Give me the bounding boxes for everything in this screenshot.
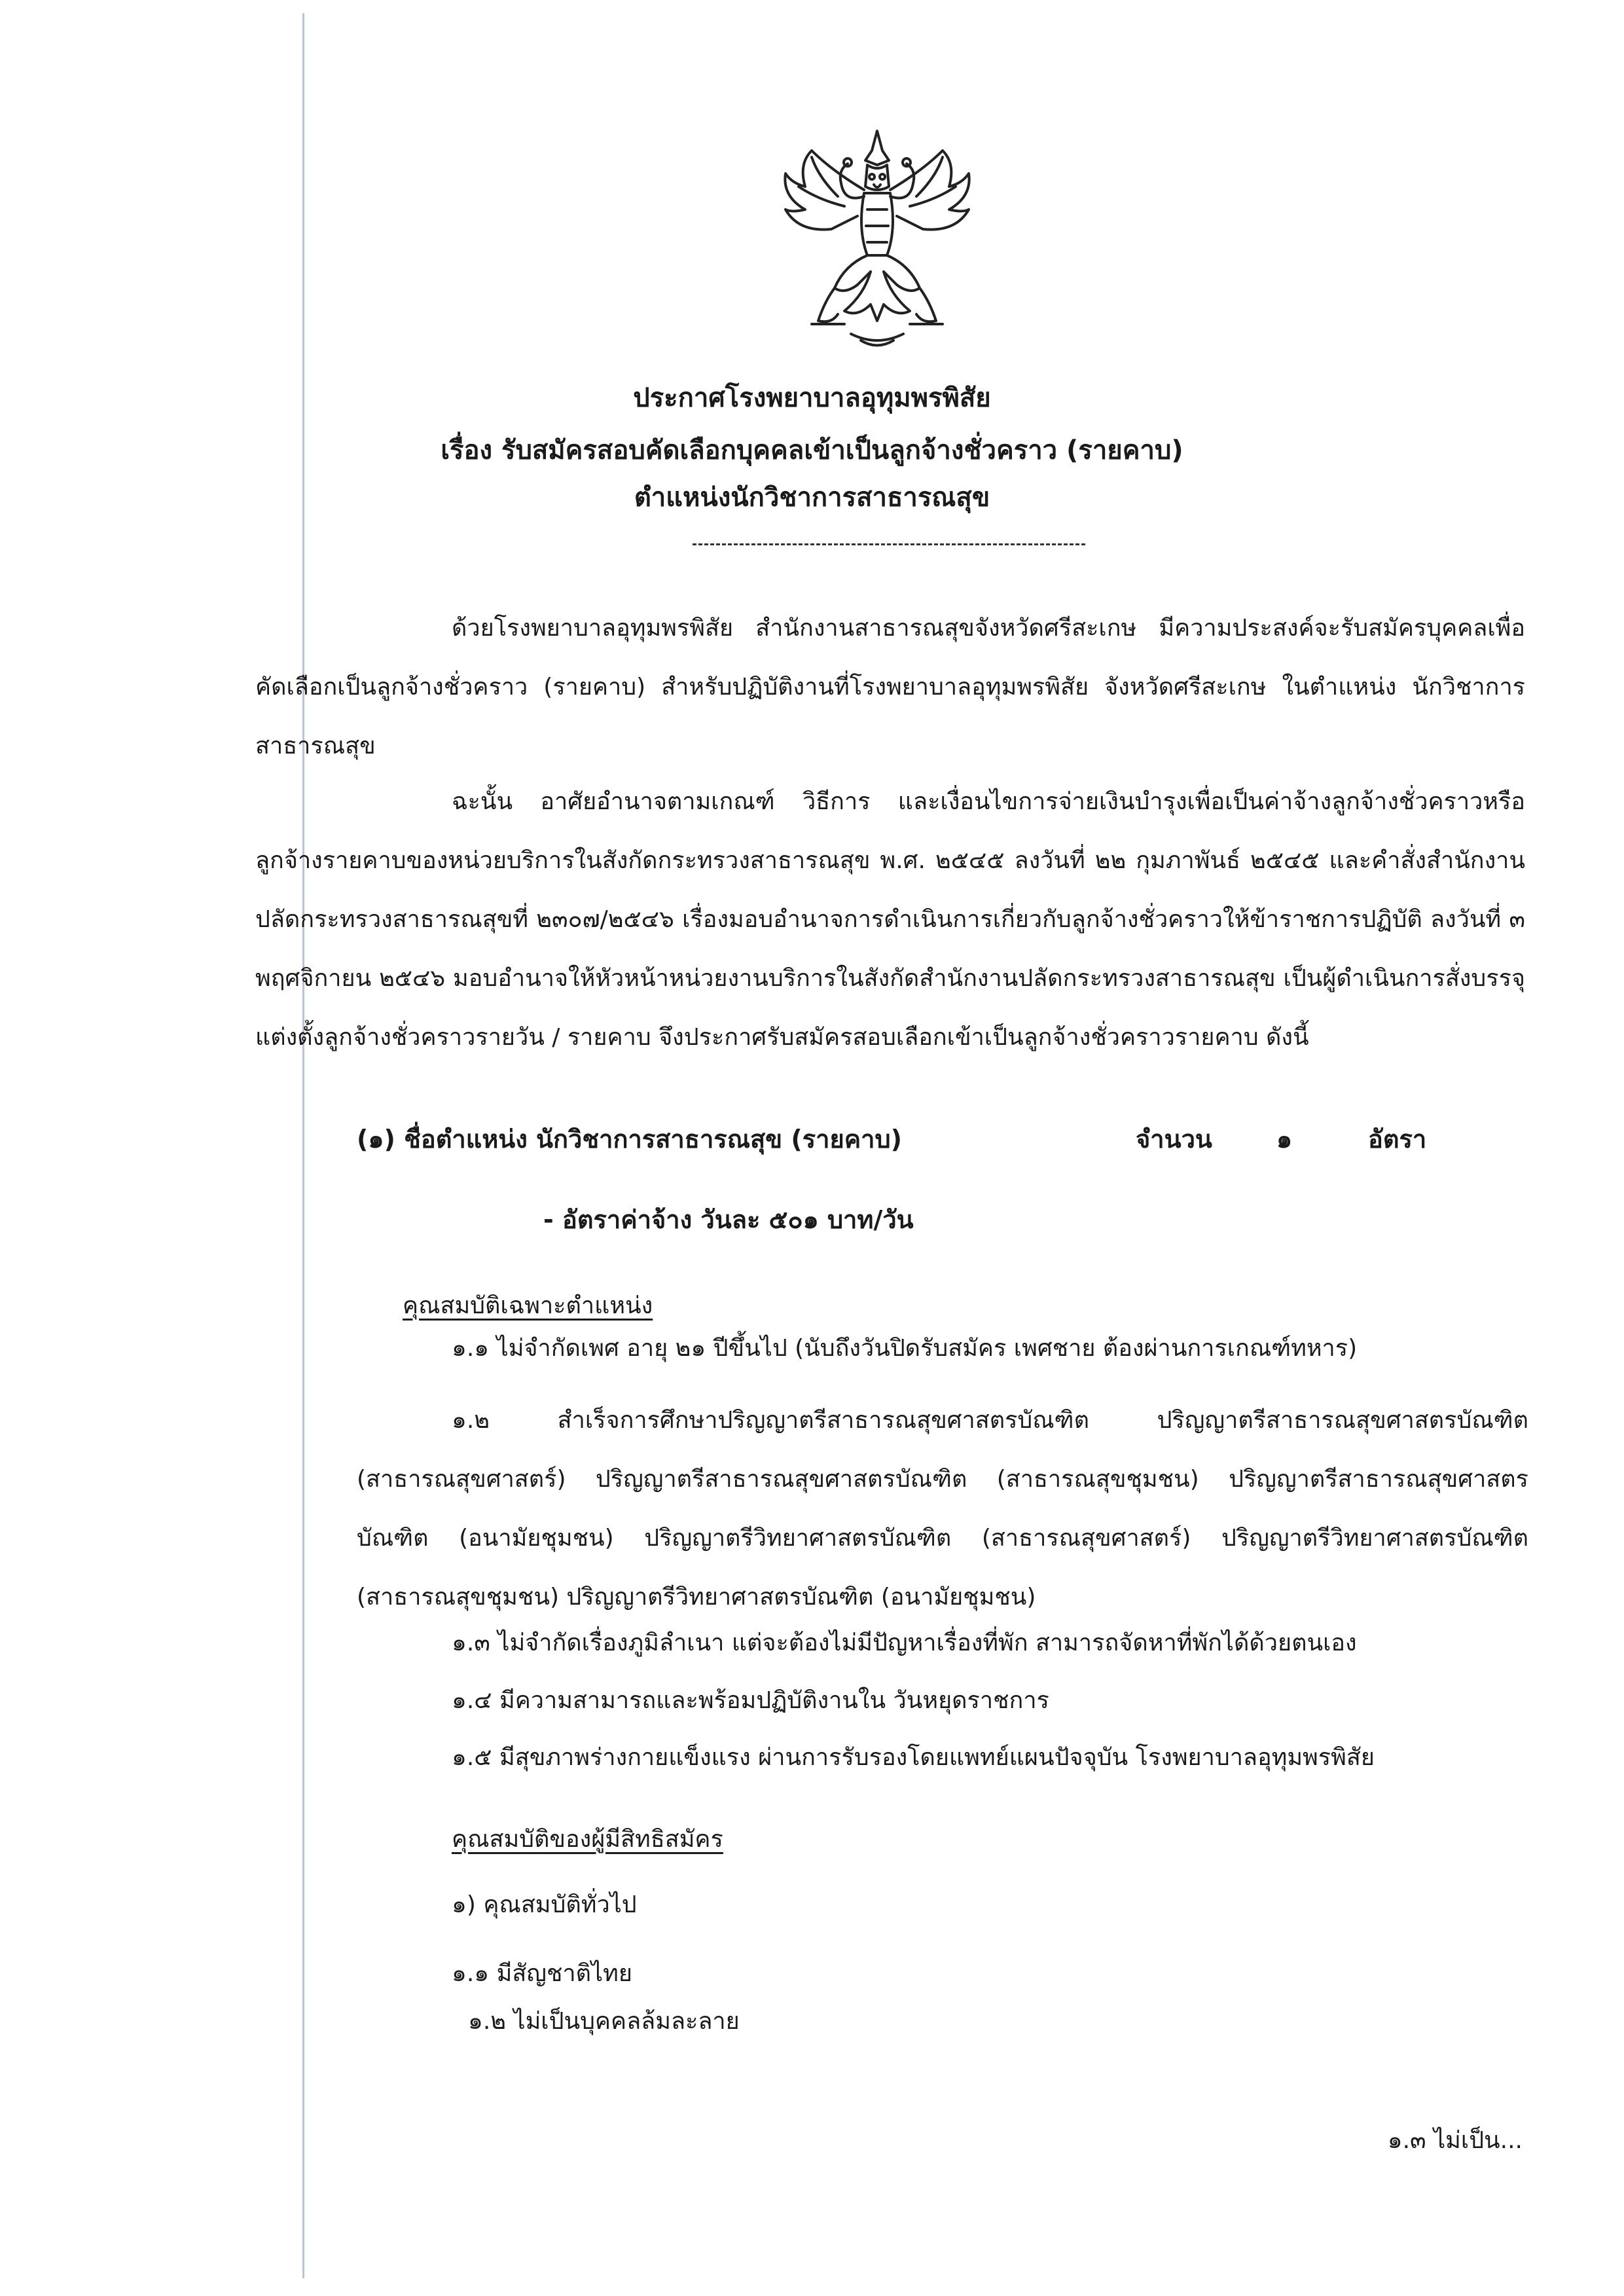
applicant-item-1-2: ๑.๒ ไม่เป็นบุคคลล้มละลาย (468, 2008, 740, 2035)
announcement-position: ตำแหน่งนักวิชาการสาธารณสุข (634, 483, 990, 513)
qualification-item-1-1: ๑.๑ ไม่จำกัดเพศ อายุ ๒๑ ปีขึ้นไป (นับถึงวันปิดรับสมัคร เพศชาย ต้องผ่านการเกณฑ์ทหาร) (452, 1335, 1358, 1362)
wage-rate: - อัตราค่าจ้าง วันละ ๕๐๑ บาท/วัน (543, 1205, 914, 1234)
continuation-marker: ๑.๓ ไม่เป็น... (1387, 2127, 1523, 2154)
position-count-unit: อัตรา (1368, 1125, 1427, 1154)
qualification-item-1-5: ๑.๕ มีสุขภาพร่างกายแข็งแรง ผ่านการรับรองโดยแพทย์แผนปัจจุบัน โรงพยาบาลอุทุมพรพิสัย (452, 1744, 1375, 1771)
announcement-title: ประกาศโรงพยาบาลอุทุมพรพิสัย (633, 383, 991, 413)
position-count-label: จำนวน (1136, 1125, 1212, 1154)
intro-paragraph: ด้วยโรงพยาบาลอุทุมพรพิสัย สำนักงานสาธารณสุขจังหวัดศรีสะเกษ มีความประสงค์จะรับสมัครบุคคลเพื่อคัดเลือกเป็นลูกจ้างชั่วคราว (รายคาบ) สำหรับปฏิบัติงานที่โรงพยาบาลอุทุมพรพิสัย จังหวัดศรีสะเกษ ในตำแหน่ง นักวิชาการสาธารณสุข (255, 615, 1525, 759)
qualification-item-1-2: ๑.๒ สำเร็จการศึกษาปริญญาตรีสาธารณสุขศาสตรบัณฑิต ปริญญาตรีสาธารณสุขศาสตรบัณฑิต (สาธารณสุขศาสตร์) ปริญญาตรีสาธารณสุขศาสตรบัณฑิต (สาธารณสุขชุมชน) ปริญญาตรีสาธารณสุขศาสตรบัณฑิต (อนามัยชุมชน) ปริญญาตรีวิทยาศาสตรบัณฑิต (สาธารณสุขศาสตร์) ปริญญาตรีวิทยาศาสตรบัณฑิต (สาธารณสุขชุมชน) ปริญญาตรีวิทยาศาสตรบัณฑิต (อนามัยชุมชน) (357, 1407, 1528, 1611)
position-count: ๑ (1276, 1125, 1293, 1154)
applicant-item-1-1: ๑.๑ มีสัญชาติไทย (452, 1960, 632, 1987)
garuda-emblem-icon (772, 124, 982, 354)
applicant-general-heading: ๑) คุณสมบัติทั่วไป (452, 1891, 637, 1918)
header-divider (693, 543, 1085, 545)
qualification-item-1-4: ๑.๔ มีความสามารถและพร้อมปฏิบัติงานใน วันหยุดราชการ (452, 1687, 1049, 1714)
authority-paragraph: ฉะนั้น อาศัยอำนาจตามเกณฑ์ วิธีการ และเงื่อนไขการจ่ายเงินบำรุงเพื่อเป็นค่าจ้างลูกจ้างชั่วคราวหรือลูกจ้างรายคาบของหน่วยบริการในสังกัดกระทรวงสาธารณสุข พ.ศ. ๒๕๔๕ ลงวันที่ ๒๒ กุมภาพันธ์ ๒๕๔๕ และคำสั่งสำนักงานปลัดกระทรวงสาธารณสุขที่ ๒๓๐๗/๒๕๔๖ เรื่องมอบอำนาจการดำเนินการเกี่ยวกับลูกจ้างชั่วคราวให้ข้าราชการปฏิบัติ ลงวันที่ ๓ พฤศจิกายน ๒๕๔๖ มอบอำนาจให้หัวหน้าหน่วยงานบริการในสังกัดสำนักงานปลัดกระทรวงสาธารณสุข เป็นผู้ดำเนินการสั่งบรรจุแต่งตั้งลูกจ้างชั่วคราวรายวัน / รายคาบ จึงประกาศรับสมัครสอบเลือกเข้าเป็นลูกจ้างชั่วคราวรายคาบ ดังนี้ (255, 788, 1525, 1051)
qualification-item-1-3: ๑.๓ ไม่จำกัดเรื่องภูมิลำเนา แต่จะต้องไม่มีปัญหาเรื่องที่พัก สามารถจัดหาที่พักได้ด้วยตนเอง (452, 1630, 1357, 1656)
page-margin-line (302, 13, 304, 2278)
announcement-subject: เรื่อง รับสมัครสอบคัดเลือกบุคคลเข้าเป็นลูกจ้างชั่วคราว (รายคาบ) (441, 435, 1183, 465)
applicant-heading: คุณสมบัติของผู้มีสิทธิสมัคร (452, 1826, 723, 1853)
qualifications-heading: คุณสมบัติเฉพาะตำแหน่ง (403, 1292, 653, 1319)
position-title: (๑) ชื่อตำแหน่ง นักวิชาการสาธารณสุข (รายคาบ) (357, 1125, 902, 1154)
